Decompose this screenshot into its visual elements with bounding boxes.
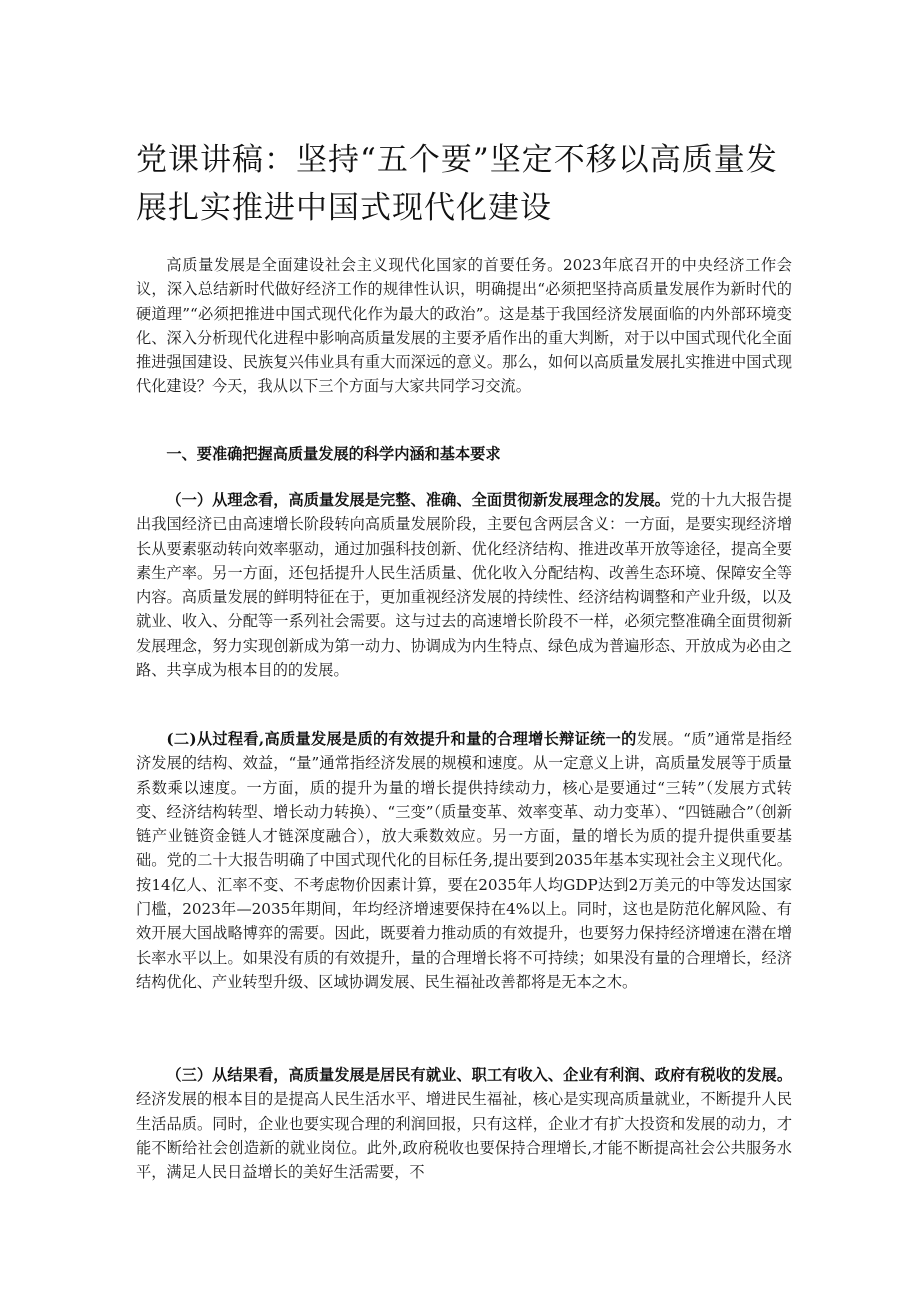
paragraph-3 xyxy=(136,1063,792,1184)
document-title: 党课讲稿：坚持“五个要”坚定不移以高质量发展扎实推进中国式现代化建设 xyxy=(136,142,778,226)
intro-paragraph: 高质量发展是全面建设社会主义现代化国家的首要任务。2023年底召开的中央经济工作会议，深入总结新时代做好经济工作的规律性认识，明确提出“必须把坚持高质量发展作为新时代的硬道理”“必须把推进中国式现代化作为最大的政治”。这是基于我国经济发展面临的内外部环境变化、深入分析现代化进程中影响高质量发展的主要矛盾作出的重大判断，对于以中国式现代化全面推进强国建设、民族复兴伟业具有重大而深远的意义。那么，如何以高质量发展扎实推进中国式现代化建设？今天，我从以下三个方面与大家共同学习交流。 xyxy=(136,256,792,396)
paragraph-3-text: 经济发展的根本目的是提高人民生活水平、增进民生福祉，核心是实现高质量就业，不断提升人民生活品质。同时，企业也要实现合理的利润回报，只有这样，企业才有扩大投资和发展的动力，才能不断给社会创造新的就业岗位。此外,政府税收也要保持合理增长,才能不断提高社会公共服务水平，满足人民日益增长的美好生活需要，不 xyxy=(136,1090,792,1182)
paragraph-2-text: 发展。“质”通常是指经济发展的结构、效益，“量”通常指经济发展的规模和速度。从一定意义上讲，高质量发展等于质量系数乘以速度。一方面，质的提升为量的增长提供持续动力，核心是要通过“三转”（发展方式转变、经济结构转型、增长动力转换）、“三变”（质量变革、效率变革、动力变革）、“四链融合”（创新链产业链资金链人才链深度融合），放大乘数效应。另一方面，量的增长为质的提升提供重要基础。党的二十大报告明确了中国式现代化的目标任务,提出要到2035年基本实现社会主义现代化。按14亿人、汇率不变、不考虑物价因素计算，要在2035年人均GDP达到2万美元的中等发达国家门槛，2023年—2035年期间，年均经济增速要保持在4%以上。同时，这也是防范化解风险、有效开展大国战略博弈的需要。因此，既要着力推动质的有效提升，也要努力保持经济增速在潜在增长率水平以上。如果没有质的有效提升，量的合理增长将不可持续；如果没有量的合理增长，经济结构优化、产业转型升级、区域协调发展、民生福祉改善都将是无本之木。 xyxy=(136,730,792,991)
paragraph-2-lead: (二)从过程看,高质量发展是质的有效提升和量的合理增长辩证统一的 xyxy=(166,730,637,748)
paragraph-1-text: 党的十九大报告提出我国经济已由高速增长阶段转向高质量发展阶段，主要包含两层含义：一方面，是要实现经济增长从要素驱动转向效率驱动，通过加强科技创新、优化经济结构、推进改革开放等途径，提高全要素生产率。另一方面，还包括提升人民生活质量、优化收入分配结构、改善生态环境、保障安全等内容。高质量发展的鲜明特征在于，更加重视经济发展的持续性、经济结构调整和产业升级，以及就业、收入、分配等一系列社会需要。这与过去的高速增长阶段不一样，必须完整准确全面贯彻新发展理念，努力实现创新成为第一动力、协调成为内生特点、绿色成为普遍形态、开放成为必由之路、共享成为根本目的的发展。 xyxy=(136,491,793,680)
paragraph-3-lead: （三）从结果看，高质量发展是居民有就业、职工有收入、企业有利润、政府有税收的发展。 xyxy=(166,1066,792,1084)
paragraph-2 xyxy=(136,727,792,994)
section-heading: 一、要准确把握高质量发展的科学内涵和基本要求 xyxy=(166,445,501,463)
paragraph-1 xyxy=(136,488,792,682)
paragraph-1-lead: （一）从理念看，高质量发展是完整、准确、全面贯彻新发展理念的发展。 xyxy=(166,491,670,509)
